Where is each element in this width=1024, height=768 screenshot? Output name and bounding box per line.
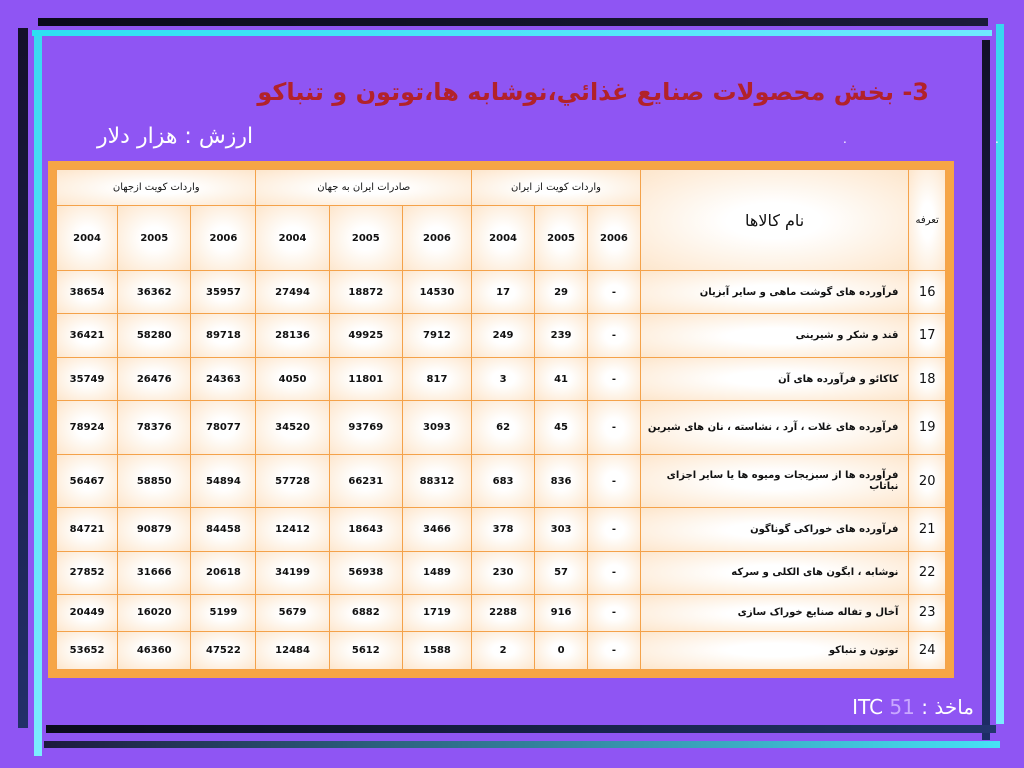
value-cell: 16020 xyxy=(118,595,191,631)
value-cell: 20449 xyxy=(57,595,118,631)
value-cell: 66231 xyxy=(329,454,402,508)
value-cell: - xyxy=(588,357,641,400)
value-cell: - xyxy=(588,314,641,357)
product-name-cell: نوشابه ، ابگون های الکلی و سرکه xyxy=(640,551,909,594)
year-header: 2006 xyxy=(588,206,641,271)
table-row xyxy=(57,314,946,357)
value-cell: 89718 xyxy=(191,314,256,357)
value-cell: 58280 xyxy=(118,314,191,357)
value-cell: 36421 xyxy=(57,314,118,357)
value-cell: 45 xyxy=(535,401,588,455)
value-cell: 47522 xyxy=(191,631,256,669)
value-cell: 54894 xyxy=(191,454,256,508)
product-name-cell: آخال و تفاله صنایع خوراک سازی xyxy=(640,595,909,631)
value-cell: 1489 xyxy=(402,551,471,594)
year-header: 2006 xyxy=(191,206,256,271)
value-cell: 836 xyxy=(535,454,588,508)
value-cell: 84458 xyxy=(191,508,256,551)
value-cell: 6882 xyxy=(329,595,402,631)
value-cell: 5199 xyxy=(191,595,256,631)
table-row xyxy=(57,595,946,631)
value-cell: 12412 xyxy=(256,508,329,551)
tariff-code-cell: 19 xyxy=(909,401,946,455)
year-header: 2004 xyxy=(472,206,535,271)
value-cell: 817 xyxy=(402,357,471,400)
value-cell: 2 xyxy=(472,631,535,669)
value-cell: 58850 xyxy=(118,454,191,508)
value-cell: 17 xyxy=(472,271,535,314)
value-cell: 3466 xyxy=(402,508,471,551)
value-cell: 53652 xyxy=(57,631,118,669)
value-cell: 78077 xyxy=(191,401,256,455)
frame-bar-top-cyan xyxy=(32,30,992,36)
value-cell: 29 xyxy=(535,271,588,314)
value-cell: 18872 xyxy=(329,271,402,314)
trade-table xyxy=(56,169,946,670)
value-cell: - xyxy=(588,631,641,669)
value-cell: 56467 xyxy=(57,454,118,508)
value-cell: 41 xyxy=(535,357,588,400)
unit-label: ارزش : هزار دلار xyxy=(97,124,254,149)
header-code: تعرفه xyxy=(909,170,946,271)
product-name-cell: فرآورده های غلات ، آرد ، نشاسته ، نان های شیرین xyxy=(640,401,909,455)
value-cell: 2288 xyxy=(472,595,535,631)
year-header: 2005 xyxy=(535,206,588,271)
value-cell: 27494 xyxy=(256,271,329,314)
value-cell: 1719 xyxy=(402,595,471,631)
table-row xyxy=(57,551,946,594)
year-header: 2004 xyxy=(256,206,329,271)
decor-dot: . xyxy=(843,132,847,146)
value-cell: 14530 xyxy=(402,271,471,314)
value-cell: 78924 xyxy=(57,401,118,455)
year-header: 2004 xyxy=(57,206,118,271)
value-cell: 20618 xyxy=(191,551,256,594)
value-cell: 303 xyxy=(535,508,588,551)
value-cell: 249 xyxy=(472,314,535,357)
frame-bar-right-dark xyxy=(982,40,990,740)
value-cell: 24363 xyxy=(191,357,256,400)
value-cell: 57728 xyxy=(256,454,329,508)
value-cell: - xyxy=(588,508,641,551)
value-cell: 57 xyxy=(535,551,588,594)
tariff-code-cell: 16 xyxy=(909,271,946,314)
product-name-cell: فرآورده های گوشت ماهی و سایر آبزیان xyxy=(640,271,909,314)
value-cell: 34199 xyxy=(256,551,329,594)
header-name: نام کالاها xyxy=(640,170,909,271)
value-cell: 62 xyxy=(472,401,535,455)
value-cell: 3 xyxy=(472,357,535,400)
page-number: 51 xyxy=(889,695,915,719)
value-cell: 12484 xyxy=(256,631,329,669)
value-cell: 3093 xyxy=(402,401,471,455)
value-cell: 26476 xyxy=(118,357,191,400)
value-cell: - xyxy=(588,271,641,314)
table-row xyxy=(57,508,946,551)
value-cell: 35957 xyxy=(191,271,256,314)
year-header: 2005 xyxy=(118,206,191,271)
value-cell: 5612 xyxy=(329,631,402,669)
year-header: 2006 xyxy=(402,206,471,271)
product-name-cell: کاکائو و فرآورده های آن xyxy=(640,357,909,400)
table-header-row xyxy=(57,170,946,206)
value-cell: 7912 xyxy=(402,314,471,357)
tariff-code-cell: 20 xyxy=(909,454,946,508)
year-header: 2005 xyxy=(329,206,402,271)
table-row xyxy=(57,357,946,400)
value-cell: 31666 xyxy=(118,551,191,594)
value-cell: 34520 xyxy=(256,401,329,455)
value-cell: 683 xyxy=(472,454,535,508)
frame-bar-bottom-dark xyxy=(46,725,996,733)
value-cell: 27852 xyxy=(57,551,118,594)
value-cell: 11801 xyxy=(329,357,402,400)
value-cell: 46360 xyxy=(118,631,191,669)
slide-title: 3- بخش محصولات صنايع غذائي،نوشابه ها،توتون و تنباكو xyxy=(257,78,929,106)
data-table-container xyxy=(48,161,954,678)
value-cell: 78376 xyxy=(118,401,191,455)
table-row xyxy=(57,631,946,669)
frame-bar-left-cyan xyxy=(34,36,42,756)
value-cell: 230 xyxy=(472,551,535,594)
value-cell: 378 xyxy=(472,508,535,551)
value-cell: 90879 xyxy=(118,508,191,551)
value-cell: 38654 xyxy=(57,271,118,314)
value-cell: 36362 xyxy=(118,271,191,314)
table-row xyxy=(57,401,946,455)
tariff-code-cell: 21 xyxy=(909,508,946,551)
header-group-iran-exports-to-world: صادرات ایران به جهان xyxy=(256,170,472,206)
tariff-code-cell: 23 xyxy=(909,595,946,631)
product-name-cell: فرآورده ها از سبزیجات ومیوه ها یا سایر اجزای نباتاب xyxy=(640,454,909,508)
tariff-code-cell: 22 xyxy=(909,551,946,594)
value-cell: 18643 xyxy=(329,508,402,551)
value-cell: 5679 xyxy=(256,595,329,631)
value-cell: 93769 xyxy=(329,401,402,455)
value-cell: 56938 xyxy=(329,551,402,594)
tariff-code-cell: 18 xyxy=(909,357,946,400)
source-label: ماخذ : ITC xyxy=(852,695,974,719)
frame-bar-left-dark xyxy=(18,28,28,728)
value-cell: 49925 xyxy=(329,314,402,357)
value-cell: 84721 xyxy=(57,508,118,551)
table-row xyxy=(57,454,946,508)
frame-bar-right-cyan xyxy=(996,24,1004,724)
source-note xyxy=(852,695,974,719)
product-name-cell: قند و شکر و شیرینی xyxy=(640,314,909,357)
tariff-code-cell: 17 xyxy=(909,314,946,357)
product-name-cell: فرآورده های خوراکی گوناگون xyxy=(640,508,909,551)
frame-bar-bottom-cyan xyxy=(44,741,1000,748)
value-cell: 4050 xyxy=(256,357,329,400)
frame-bar-top-dark xyxy=(38,18,988,26)
value-cell: - xyxy=(588,595,641,631)
value-cell: 1588 xyxy=(402,631,471,669)
decor-dot: . xyxy=(995,132,999,146)
value-cell: 28136 xyxy=(256,314,329,357)
value-cell: 0 xyxy=(535,631,588,669)
product-name-cell: توتون و تنباکو xyxy=(640,631,909,669)
header-group-kuwait-imports-from-world: واردات کویت ازجهان xyxy=(57,170,256,206)
value-cell: - xyxy=(588,401,641,455)
tariff-code-cell: 24 xyxy=(909,631,946,669)
value-cell: 35749 xyxy=(57,357,118,400)
value-cell: 88312 xyxy=(402,454,471,508)
value-cell: - xyxy=(588,551,641,594)
value-cell: 916 xyxy=(535,595,588,631)
table-row xyxy=(57,271,946,314)
header-group-kuwait-imports-from-iran: واردات کویت از ایران xyxy=(472,170,641,206)
value-cell: 239 xyxy=(535,314,588,357)
value-cell: - xyxy=(588,454,641,508)
